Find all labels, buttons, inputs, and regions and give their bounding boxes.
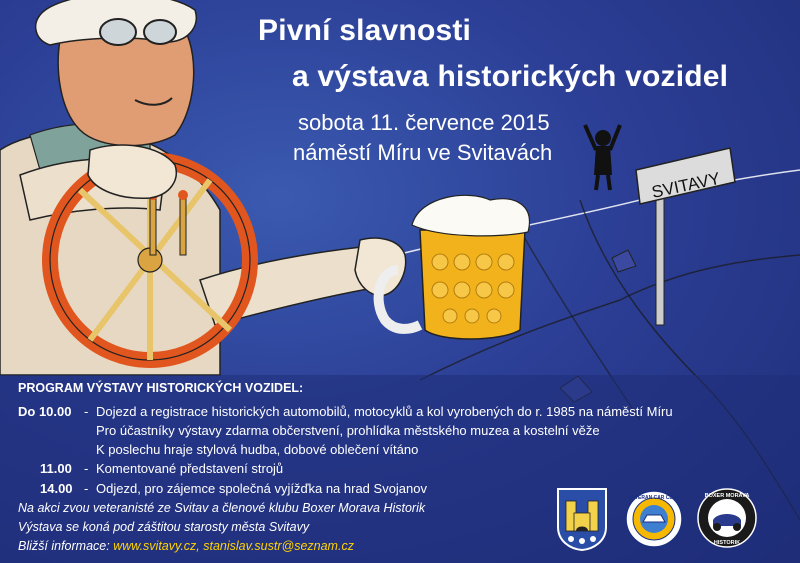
time-label: Do 10.00 <box>18 404 72 419</box>
sign-text: SVITAVY <box>650 168 722 202</box>
program-line: Komentované představení strojů <box>96 461 284 476</box>
program-dash: - <box>84 461 89 476</box>
event-date: sobota 11. července 2015 <box>298 110 550 135</box>
program-time <box>40 461 72 476</box>
program-time <box>40 481 73 496</box>
time-label: 14.00 <box>40 481 73 496</box>
program-heading: PROGRAM VÝSTAVY HISTORICKÝCH VOZIDEL: <box>18 381 304 395</box>
patronage-line: Výstava se koná pod záštitou starosty města Svitavy <box>18 520 310 534</box>
program-dash: - <box>84 404 89 419</box>
invite-line: Na akci zvou veteranisté ze Svitav a členové klubu Boxer Morava Historik <box>18 501 426 515</box>
info-line <box>18 539 354 553</box>
headline-line-2: a výstava historických vozidel <box>292 60 729 93</box>
logo-text: BOXER MORAVA <box>704 493 750 499</box>
program-line: Pro účastníky výstavy zdarma občerstvení, prohlídka městského muzea a kostelní věže <box>96 423 600 438</box>
info-label: Bližší informace: <box>18 539 110 553</box>
svitavy-coat-of-arms-logo <box>556 487 608 551</box>
program-time <box>18 404 71 419</box>
time-label: 11.00 <box>40 461 72 476</box>
signpost <box>636 148 735 325</box>
program-line: Odjezd, pro zájemce společná vyjížďka na hrad Svojanov <box>96 481 427 496</box>
program-line: K poslechu hraje stylová hudba, dobové oblečení vítáno <box>96 442 419 457</box>
logo-text: HISTORIK <box>713 540 741 546</box>
boxer-morava-historik-logo <box>697 488 757 548</box>
veteran-car-club-logo <box>625 490 683 548</box>
program-line: Dojezd a registrace historických automobilů, motocyklů a kol vyrobených do r. 1985 na náměstí Míru <box>96 404 673 419</box>
event-place: náměstí Míru ve Svitavách <box>293 140 553 165</box>
person-silhouette <box>585 125 620 190</box>
logo-text: VETERAN CAR CLUB <box>628 495 680 501</box>
headline-line-1: Pivní slavnosti <box>258 14 472 47</box>
info-links[interactable]: www.svitavy.cz, stanislav.sustr@seznam.cz <box>113 539 354 553</box>
program-dash: - <box>84 481 89 496</box>
